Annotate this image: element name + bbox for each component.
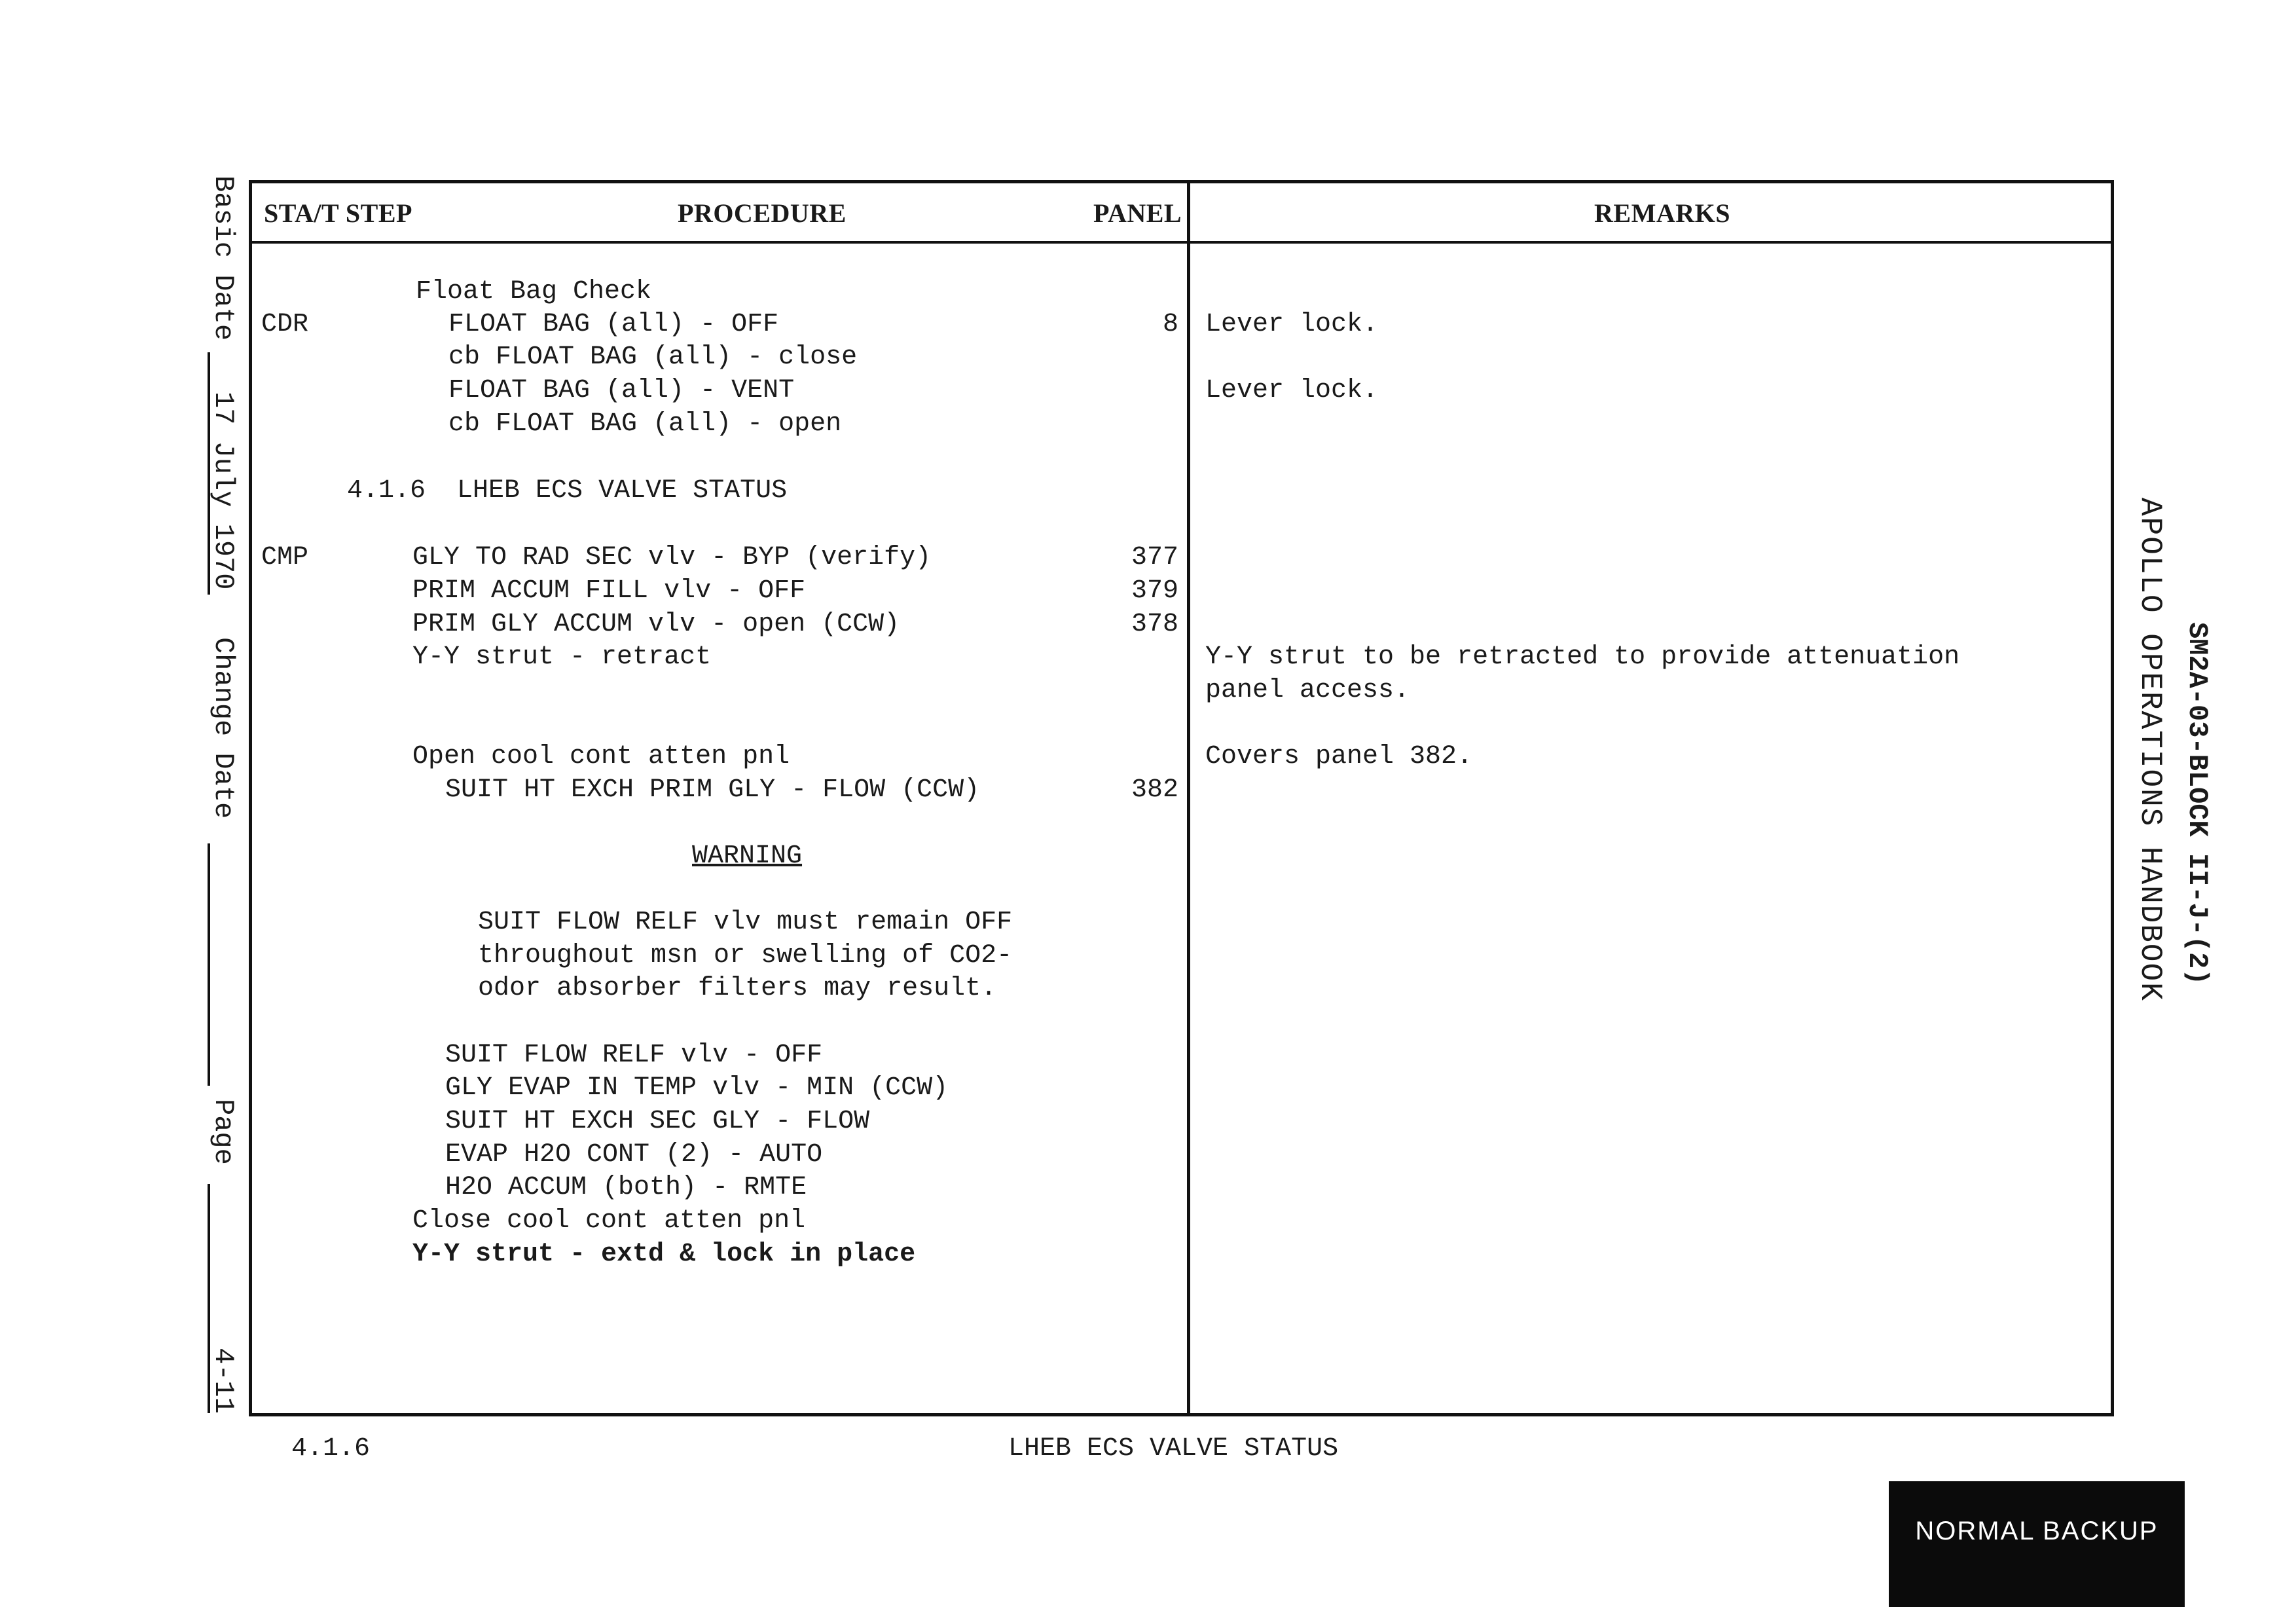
page-label: Page [208, 1099, 239, 1165]
panel-number: 377 [1131, 543, 1178, 572]
procedure-line: cb FLOAT BAG (all) - close [448, 342, 858, 372]
warning-text: odor absorber filters may result. [478, 974, 997, 1003]
panel-number: 382 [1131, 775, 1178, 805]
procedure-line: PRIM GLY ACCUM vlv - open (CCW) [412, 610, 900, 639]
header-rule [252, 241, 2111, 244]
procedure-line: Y-Y strut - retract [412, 642, 712, 672]
procedure-line: Close cool cont atten pnl [412, 1206, 806, 1236]
basic-date-label: Basic Date [208, 175, 239, 341]
procedure-line: FLOAT BAG (all) - OFF [448, 310, 779, 339]
section-heading: 4.1.6 LHEB ECS VALVE STATUS [347, 476, 788, 506]
remark-text: Y-Y strut to be retracted to provide attenuation [1205, 642, 1960, 672]
footer-section-number: 4.1.6 [291, 1434, 371, 1464]
sta-cdr: CDR [261, 310, 309, 339]
header-remarks: REMARKS [1594, 198, 1730, 228]
header-procedure: PROCEDURE [678, 198, 847, 228]
panel-number: 378 [1131, 610, 1178, 639]
procedure-line: cb FLOAT BAG (all) - open [448, 409, 842, 439]
procedure-line: FLOAT BAG (all) - VENT [448, 376, 795, 405]
remark-text: panel access. [1205, 676, 1410, 705]
procedure-line: PRIM ACCUM FILL vlv - OFF [412, 576, 806, 606]
warning-heading: WARNING [692, 841, 803, 871]
document-id: SM2A-03-BLOCK II-J-(2) [2181, 622, 2213, 986]
panel-number: 8 [1162, 310, 1178, 339]
change-date-label: Change Date [208, 637, 239, 819]
warning-text: SUIT FLOW RELF vlv must remain OFF [478, 908, 1013, 937]
procedure-line: GLY EVAP IN TEMP vlv - MIN (CCW) [445, 1073, 949, 1103]
procedure-line: Open cool cont atten pnl [412, 742, 790, 771]
procedure-line: SUIT HT EXCH PRIM GLY - FLOW (CCW) [445, 775, 980, 805]
handbook-title: APOLLO OPERATIONS HANDBOOK [2133, 498, 2167, 1002]
procedure-line: Y-Y strut - extd & lock in place [412, 1240, 916, 1269]
procedure-line: SUIT FLOW RELF vlv - OFF [445, 1041, 823, 1070]
remark-text: Lever lock. [1205, 376, 1379, 405]
panel-number: 379 [1131, 576, 1178, 606]
remark-text: Lever lock. [1205, 310, 1379, 339]
warning-text: throughout msn or swelling of CO2- [478, 941, 1013, 970]
page-value: 4-11 [208, 1348, 239, 1414]
left-margin [200, 175, 239, 1420]
procedure-line: Float Bag Check [416, 277, 652, 306]
procedure-line: SUIT HT EXCH SEC GLY - FLOW [445, 1107, 870, 1136]
header-panel: PANEL [1093, 198, 1182, 228]
procedure-line: GLY TO RAD SEC vlv - BYP (verify) [412, 543, 932, 572]
procedure-table [249, 180, 2114, 1416]
procedure-line: H2O ACCUM (both) - RMTE [445, 1173, 807, 1202]
normal-backup-badge: NORMAL BACKUP [1889, 1481, 2185, 1607]
sta-cmp: CMP [261, 543, 309, 572]
change-date-rule [208, 843, 210, 1086]
header-sta-t-step: STA/T STEP [264, 198, 412, 228]
footer-section-title: LHEB ECS VALVE STATUS [1008, 1434, 1339, 1464]
basic-date-value: 17 July 1970 [208, 392, 239, 590]
column-divider [1187, 183, 1190, 1413]
remark-text: Covers panel 382. [1205, 742, 1473, 771]
procedure-line: EVAP H2O CONT (2) - AUTO [445, 1140, 823, 1170]
